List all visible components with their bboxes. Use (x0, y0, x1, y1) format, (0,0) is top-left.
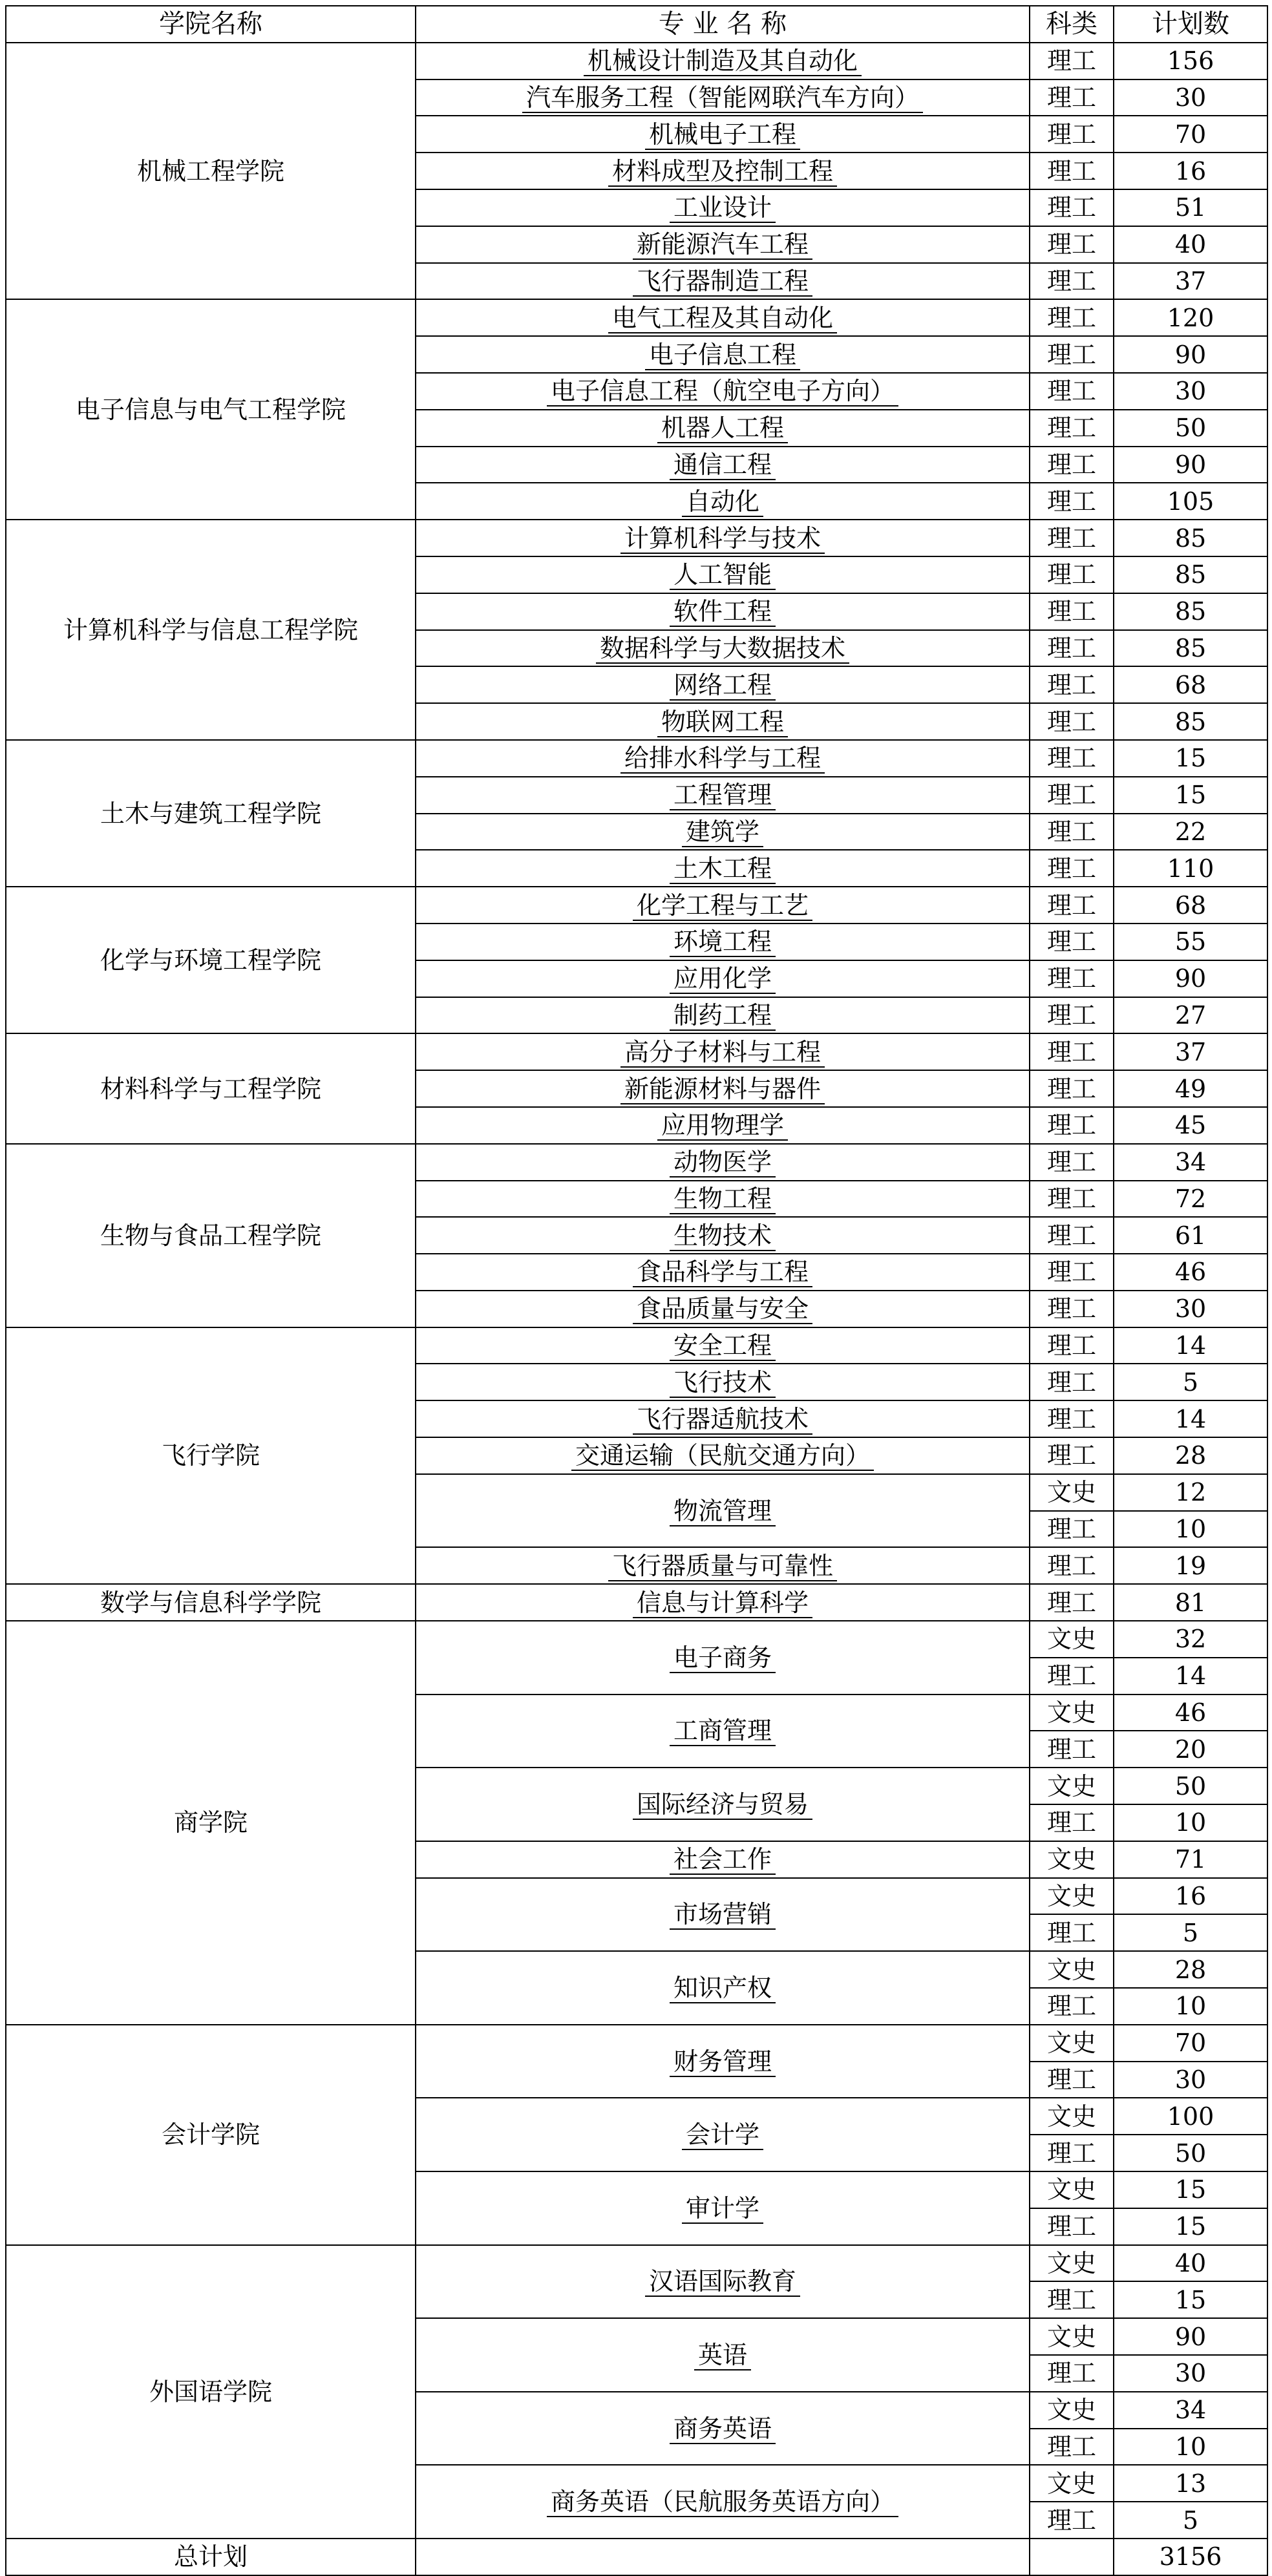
subject-type-cell: 理工 (1030, 1144, 1114, 1181)
major-name-cell (416, 520, 1030, 556)
major-name-cell (416, 1474, 1030, 1548)
plan-count-cell: 22 (1114, 814, 1267, 850)
major-name-cell (416, 79, 1030, 116)
subject-type-cell: 理工 (1030, 850, 1114, 887)
plan-count-cell: 100 (1114, 2098, 1267, 2135)
plan-count-cell: 30 (1114, 79, 1267, 116)
major-name-cell (416, 336, 1030, 373)
table-row (6, 1621, 1267, 1658)
plan-count-cell: 90 (1114, 447, 1267, 483)
major-name-cell (416, 299, 1030, 336)
major-name-text: 机械电子工程 (645, 120, 800, 150)
major-name-text: 汉语国际教育 (645, 2267, 800, 2297)
plan-count-cell: 46 (1114, 1694, 1267, 1731)
table-row (6, 2245, 1267, 2282)
college-name-cell: 土木与建筑工程学院 (6, 740, 416, 887)
subject-type-cell: 理工 (1030, 1584, 1114, 1621)
subject-type-cell: 理工 (1030, 1804, 1114, 1841)
plan-count-cell: 156 (1114, 43, 1267, 79)
major-name-cell (416, 1291, 1030, 1327)
major-name-cell (416, 630, 1030, 667)
major-name-text: 动物医学 (670, 1148, 776, 1177)
table-row (6, 1033, 1267, 1070)
plan-count-cell: 85 (1114, 630, 1267, 667)
table-row (6, 1144, 1267, 1181)
major-name-text: 审计学 (682, 2194, 763, 2224)
major-name-text: 电气工程及其自动化 (608, 304, 837, 333)
plan-count-cell: 50 (1114, 1768, 1267, 1804)
total-blank-major (416, 2539, 1030, 2575)
major-name-cell (416, 1584, 1030, 1621)
major-name-cell (416, 1841, 1030, 1878)
subject-type-cell: 理工 (1030, 1181, 1114, 1218)
subject-type-cell: 文史 (1030, 1694, 1114, 1731)
major-name-cell (416, 1327, 1030, 1364)
subject-type-cell: 文史 (1030, 1841, 1114, 1878)
college-name-cell: 电子信息与电气工程学院 (6, 299, 416, 520)
major-name-cell (416, 1254, 1030, 1291)
plan-count-cell: 15 (1114, 740, 1267, 777)
subject-type-cell: 理工 (1030, 593, 1114, 630)
table-row (6, 299, 1267, 336)
subject-type-cell: 文史 (1030, 2465, 1114, 2502)
plan-count-cell: 40 (1114, 2245, 1267, 2282)
subject-type-cell: 文史 (1030, 2098, 1114, 2135)
major-name-cell (416, 1694, 1030, 1768)
major-name-cell (416, 373, 1030, 410)
major-name-cell (416, 960, 1030, 997)
plan-table-body (6, 43, 1267, 2539)
major-name-cell (416, 2245, 1030, 2319)
major-name-text: 计算机科学与技术 (620, 524, 825, 554)
plan-count-cell: 30 (1114, 1291, 1267, 1327)
plan-count-cell: 49 (1114, 1070, 1267, 1107)
subject-type-cell: 理工 (1030, 410, 1114, 447)
major-name-text: 食品质量与安全 (633, 1294, 812, 1324)
major-name-text: 飞行器制造工程 (633, 267, 812, 297)
plan-count-cell: 85 (1114, 520, 1267, 556)
major-name-text: 英语 (694, 2341, 751, 2370)
total-blank-subject (1030, 2539, 1114, 2575)
subject-type-cell: 理工 (1030, 1033, 1114, 1070)
major-name-text: 生物工程 (670, 1185, 776, 1214)
table-row (6, 43, 1267, 79)
major-name-text: 汽车服务工程（智能网联汽车方向） (522, 83, 923, 113)
major-name-text: 人工智能 (670, 560, 776, 590)
subject-type-cell: 理工 (1030, 960, 1114, 997)
subject-type-cell: 理工 (1030, 1511, 1114, 1548)
subject-type-cell: 理工 (1030, 189, 1114, 226)
major-name-cell (416, 740, 1030, 777)
major-name-cell (416, 850, 1030, 887)
table-row (6, 887, 1267, 924)
college-name-cell: 商学院 (6, 1621, 416, 2025)
major-name-text: 制药工程 (670, 1001, 776, 1031)
major-name-text: 生物技术 (670, 1221, 776, 1251)
major-name-text: 电子信息工程（航空电子方向） (547, 377, 898, 406)
major-name-cell (416, 1181, 1030, 1218)
plan-count-cell: 28 (1114, 1437, 1267, 1474)
subject-type-cell: 文史 (1030, 2318, 1114, 2355)
major-name-cell (416, 2318, 1030, 2392)
major-name-text: 电子商务 (670, 1643, 776, 1673)
subject-type-cell: 文史 (1030, 1951, 1114, 1988)
plan-count-cell: 14 (1114, 1658, 1267, 1694)
subject-type-cell: 理工 (1030, 1400, 1114, 1437)
subject-type-cell: 理工 (1030, 703, 1114, 740)
subject-type-cell: 理工 (1030, 924, 1114, 960)
plan-count-cell: 15 (1114, 777, 1267, 814)
major-name-text: 市场营销 (670, 1900, 776, 1930)
subject-type-cell: 理工 (1030, 79, 1114, 116)
major-name-text: 土木工程 (670, 854, 776, 884)
major-name-cell (416, 1070, 1030, 1107)
subject-type-cell: 理工 (1030, 373, 1114, 410)
table-row (6, 520, 1267, 556)
plan-count-cell: 19 (1114, 1547, 1267, 1584)
plan-count-cell: 15 (1114, 2281, 1267, 2318)
major-name-text: 自动化 (682, 487, 763, 517)
major-name-text: 新能源汽车工程 (633, 230, 812, 260)
major-name-cell (416, 666, 1030, 703)
plan-count-cell: 72 (1114, 1181, 1267, 1218)
subject-type-cell: 理工 (1030, 263, 1114, 300)
subject-type-cell: 理工 (1030, 483, 1114, 520)
plan-count-cell: 85 (1114, 556, 1267, 593)
major-name-cell (416, 2098, 1030, 2171)
major-name-text: 知识产权 (670, 1974, 776, 2003)
table-row (6, 2025, 1267, 2062)
college-name-cell: 数学与信息科学学院 (6, 1584, 416, 1621)
plan-count-cell: 28 (1114, 1951, 1267, 1988)
plan-count-cell: 10 (1114, 2429, 1267, 2465)
major-name-text: 商务英语 (670, 2414, 776, 2444)
major-name-cell (416, 556, 1030, 593)
subject-type-cell: 理工 (1030, 1731, 1114, 1768)
college-name-cell: 材料科学与工程学院 (6, 1033, 416, 1143)
subject-type-cell: 文史 (1030, 2171, 1114, 2208)
major-name-text: 会计学 (682, 2120, 763, 2150)
plan-count-cell: 34 (1114, 1144, 1267, 1181)
major-name-cell (416, 1033, 1030, 1070)
subject-type-cell: 文史 (1030, 1878, 1114, 1915)
major-name-text: 环境工程 (670, 927, 776, 957)
major-name-cell (416, 924, 1030, 960)
major-name-text: 飞行器适航技术 (633, 1405, 812, 1435)
major-name-text: 高分子材料与工程 (620, 1038, 825, 1068)
major-name-text: 安全工程 (670, 1331, 776, 1361)
college-name-cell: 机械工程学院 (6, 43, 416, 300)
major-name-text: 工业设计 (670, 193, 776, 223)
major-name-text: 飞行器质量与可靠性 (608, 1552, 837, 1581)
major-name-cell (416, 1547, 1030, 1584)
table-row (6, 1584, 1267, 1621)
subject-type-cell: 理工 (1030, 2135, 1114, 2171)
subject-type-cell: 理工 (1030, 997, 1114, 1034)
plan-count-cell: 12 (1114, 1474, 1267, 1511)
plan-count-cell: 55 (1114, 924, 1267, 960)
major-name-cell (416, 1107, 1030, 1144)
major-name-text: 工程管理 (670, 781, 776, 810)
plan-count-cell: 85 (1114, 703, 1267, 740)
subject-type-cell: 文史 (1030, 2392, 1114, 2429)
major-name-text: 应用物理学 (657, 1111, 788, 1141)
plan-count-cell: 10 (1114, 1804, 1267, 1841)
major-name-cell (416, 1437, 1030, 1474)
major-name-cell (416, 226, 1030, 263)
subject-type-cell: 理工 (1030, 299, 1114, 336)
subject-type-cell: 理工 (1030, 814, 1114, 850)
plan-count-cell: 70 (1114, 116, 1267, 153)
major-name-cell (416, 2025, 1030, 2098)
subject-type-cell: 理工 (1030, 630, 1114, 667)
table-row (6, 1327, 1267, 1364)
major-name-text: 数据科学与大数据技术 (596, 634, 849, 664)
plan-count-cell: 5 (1114, 1364, 1267, 1400)
subject-type-cell: 理工 (1030, 2062, 1114, 2098)
plan-count-cell: 15 (1114, 2171, 1267, 2208)
subject-type-cell: 理工 (1030, 1364, 1114, 1400)
major-name-cell (416, 997, 1030, 1034)
major-name-cell (416, 483, 1030, 520)
major-name-text: 物联网工程 (657, 708, 788, 737)
plan-count-cell: 5 (1114, 1914, 1267, 1951)
header-subject: 科类 (1030, 6, 1114, 43)
subject-type-cell: 理工 (1030, 1327, 1114, 1364)
plan-count-cell: 110 (1114, 850, 1267, 887)
major-name-text: 交通运输（民航交通方向） (571, 1441, 874, 1471)
major-name-cell (416, 1768, 1030, 1841)
plan-count-cell: 71 (1114, 1841, 1267, 1878)
plan-count-cell: 10 (1114, 1988, 1267, 2025)
major-name-cell (416, 263, 1030, 300)
major-name-text: 应用化学 (670, 964, 776, 994)
plan-count-cell: 16 (1114, 1878, 1267, 1915)
subject-type-cell: 理工 (1030, 1217, 1114, 1254)
major-name-cell (416, 593, 1030, 630)
major-name-text: 食品科学与工程 (633, 1258, 812, 1287)
major-name-cell (416, 1364, 1030, 1400)
plan-count-cell: 90 (1114, 336, 1267, 373)
subject-type-cell: 文史 (1030, 1474, 1114, 1511)
plan-table-wrapper (5, 5, 1267, 2576)
header-major: 专 业 名 称 (416, 6, 1030, 43)
plan-count-cell: 90 (1114, 960, 1267, 997)
subject-type-cell: 理工 (1030, 2502, 1114, 2539)
college-name-cell: 外国语学院 (6, 2245, 416, 2539)
plan-count-cell: 51 (1114, 189, 1267, 226)
subject-type-cell: 理工 (1030, 2281, 1114, 2318)
major-name-cell (416, 2171, 1030, 2245)
total-value: 3156 (1114, 2539, 1267, 2575)
plan-count-cell: 37 (1114, 263, 1267, 300)
college-name-cell: 会计学院 (6, 2025, 416, 2245)
subject-type-cell: 文史 (1030, 2025, 1114, 2062)
plan-count-cell: 68 (1114, 666, 1267, 703)
major-name-text: 给排水科学与工程 (620, 744, 825, 774)
major-name-cell (416, 703, 1030, 740)
college-name-cell: 化学与环境工程学院 (6, 887, 416, 1033)
plan-count-cell: 32 (1114, 1621, 1267, 1658)
subject-type-cell: 理工 (1030, 226, 1114, 263)
total-row (6, 2539, 1267, 2575)
subject-type-cell: 理工 (1030, 1988, 1114, 2025)
major-name-cell (416, 1878, 1030, 1952)
major-name-cell (416, 153, 1030, 189)
major-name-cell (416, 447, 1030, 483)
plan-count-cell: 34 (1114, 2392, 1267, 2429)
plan-count-cell: 85 (1114, 593, 1267, 630)
subject-type-cell: 文史 (1030, 1621, 1114, 1658)
plan-count-cell: 14 (1114, 1327, 1267, 1364)
plan-count-cell: 46 (1114, 1254, 1267, 1291)
subject-type-cell: 理工 (1030, 1914, 1114, 1951)
major-name-text: 信息与计算科学 (633, 1589, 812, 1618)
subject-type-cell: 理工 (1030, 520, 1114, 556)
subject-type-cell: 文史 (1030, 2245, 1114, 2282)
plan-count-cell: 16 (1114, 153, 1267, 189)
plan-count-cell: 10 (1114, 1511, 1267, 1548)
major-name-text: 财务管理 (670, 2047, 776, 2077)
major-name-cell (416, 887, 1030, 924)
plan-count-cell: 40 (1114, 226, 1267, 263)
subject-type-cell: 理工 (1030, 336, 1114, 373)
major-name-text: 国际经济与贸易 (633, 1790, 812, 1820)
plan-count-cell: 20 (1114, 1731, 1267, 1768)
subject-type-cell: 理工 (1030, 777, 1114, 814)
major-name-cell (416, 116, 1030, 153)
plan-count-cell: 68 (1114, 887, 1267, 924)
major-name-cell (416, 1621, 1030, 1694)
major-name-text: 软件工程 (670, 597, 776, 627)
plan-count-cell: 105 (1114, 483, 1267, 520)
plan-count-cell: 45 (1114, 1107, 1267, 1144)
major-name-cell (416, 777, 1030, 814)
major-name-cell (416, 410, 1030, 447)
subject-type-cell: 理工 (1030, 116, 1114, 153)
subject-type-cell: 理工 (1030, 153, 1114, 189)
plan-count-cell: 14 (1114, 1400, 1267, 1437)
major-name-cell (416, 43, 1030, 79)
subject-type-cell: 理工 (1030, 1254, 1114, 1291)
subject-type-cell: 理工 (1030, 1070, 1114, 1107)
major-name-text: 化学工程与工艺 (633, 891, 812, 921)
major-name-text: 网络工程 (670, 671, 776, 701)
major-name-cell (416, 1144, 1030, 1181)
major-name-cell (416, 2465, 1030, 2539)
major-name-text: 新能源材料与器件 (620, 1075, 825, 1104)
subject-type-cell: 理工 (1030, 1437, 1114, 1474)
subject-type-cell: 理工 (1030, 2429, 1114, 2465)
subject-type-cell: 理工 (1030, 740, 1114, 777)
subject-type-cell: 理工 (1030, 1658, 1114, 1694)
subject-type-cell: 理工 (1030, 2355, 1114, 2392)
subject-type-cell: 理工 (1030, 1107, 1114, 1144)
table-row (6, 740, 1267, 777)
subject-type-cell: 理工 (1030, 1547, 1114, 1584)
major-name-text: 社会工作 (670, 1845, 776, 1875)
major-name-text: 机器人工程 (657, 414, 788, 443)
major-name-text: 工商管理 (670, 1716, 776, 1746)
subject-type-cell: 理工 (1030, 1291, 1114, 1327)
major-name-text: 机械设计制造及其自动化 (584, 47, 862, 76)
plan-count-cell: 30 (1114, 373, 1267, 410)
major-name-cell (416, 2392, 1030, 2465)
plan-count-cell: 30 (1114, 2062, 1267, 2098)
plan-count-cell: 15 (1114, 2208, 1267, 2245)
total-label: 总计划 (6, 2539, 416, 2575)
subject-type-cell: 理工 (1030, 887, 1114, 924)
college-name-cell: 生物与食品工程学院 (6, 1144, 416, 1327)
subject-type-cell: 理工 (1030, 556, 1114, 593)
plan-count-cell: 70 (1114, 2025, 1267, 2062)
major-name-text: 飞行技术 (670, 1368, 776, 1398)
plan-count-cell: 81 (1114, 1584, 1267, 1621)
plan-count-cell: 30 (1114, 2355, 1267, 2392)
college-name-cell: 飞行学院 (6, 1327, 416, 1585)
major-name-text: 物流管理 (670, 1497, 776, 1526)
major-name-text: 通信工程 (670, 450, 776, 480)
plan-count-cell: 37 (1114, 1033, 1267, 1070)
subject-type-cell: 理工 (1030, 2208, 1114, 2245)
plan-count-cell: 61 (1114, 1217, 1267, 1254)
major-name-text: 商务英语（民航服务英语方向） (547, 2487, 898, 2517)
major-name-cell (416, 814, 1030, 850)
plan-count-cell: 90 (1114, 2318, 1267, 2355)
plan-count-cell: 5 (1114, 2502, 1267, 2539)
major-name-text: 电子信息工程 (645, 341, 800, 370)
header-college: 学院名称 (6, 6, 416, 43)
major-name-cell (416, 189, 1030, 226)
subject-type-cell: 文史 (1030, 1768, 1114, 1804)
major-name-cell (416, 1217, 1030, 1254)
plan-count-cell: 120 (1114, 299, 1267, 336)
subject-type-cell: 理工 (1030, 666, 1114, 703)
header-count: 计划数 (1114, 6, 1267, 43)
major-name-text: 材料成型及控制工程 (608, 157, 837, 187)
enrollment-plan-table (5, 5, 1268, 2576)
major-name-cell (416, 1951, 1030, 2025)
plan-count-cell: 50 (1114, 410, 1267, 447)
plan-count-cell: 27 (1114, 997, 1267, 1034)
college-name-cell: 计算机科学与信息工程学院 (6, 520, 416, 740)
plan-count-cell: 13 (1114, 2465, 1267, 2502)
header-row (6, 6, 1267, 43)
subject-type-cell: 理工 (1030, 447, 1114, 483)
plan-count-cell: 50 (1114, 2135, 1267, 2171)
subject-type-cell: 理工 (1030, 43, 1114, 79)
major-name-cell (416, 1400, 1030, 1437)
major-name-text: 建筑学 (682, 818, 763, 847)
